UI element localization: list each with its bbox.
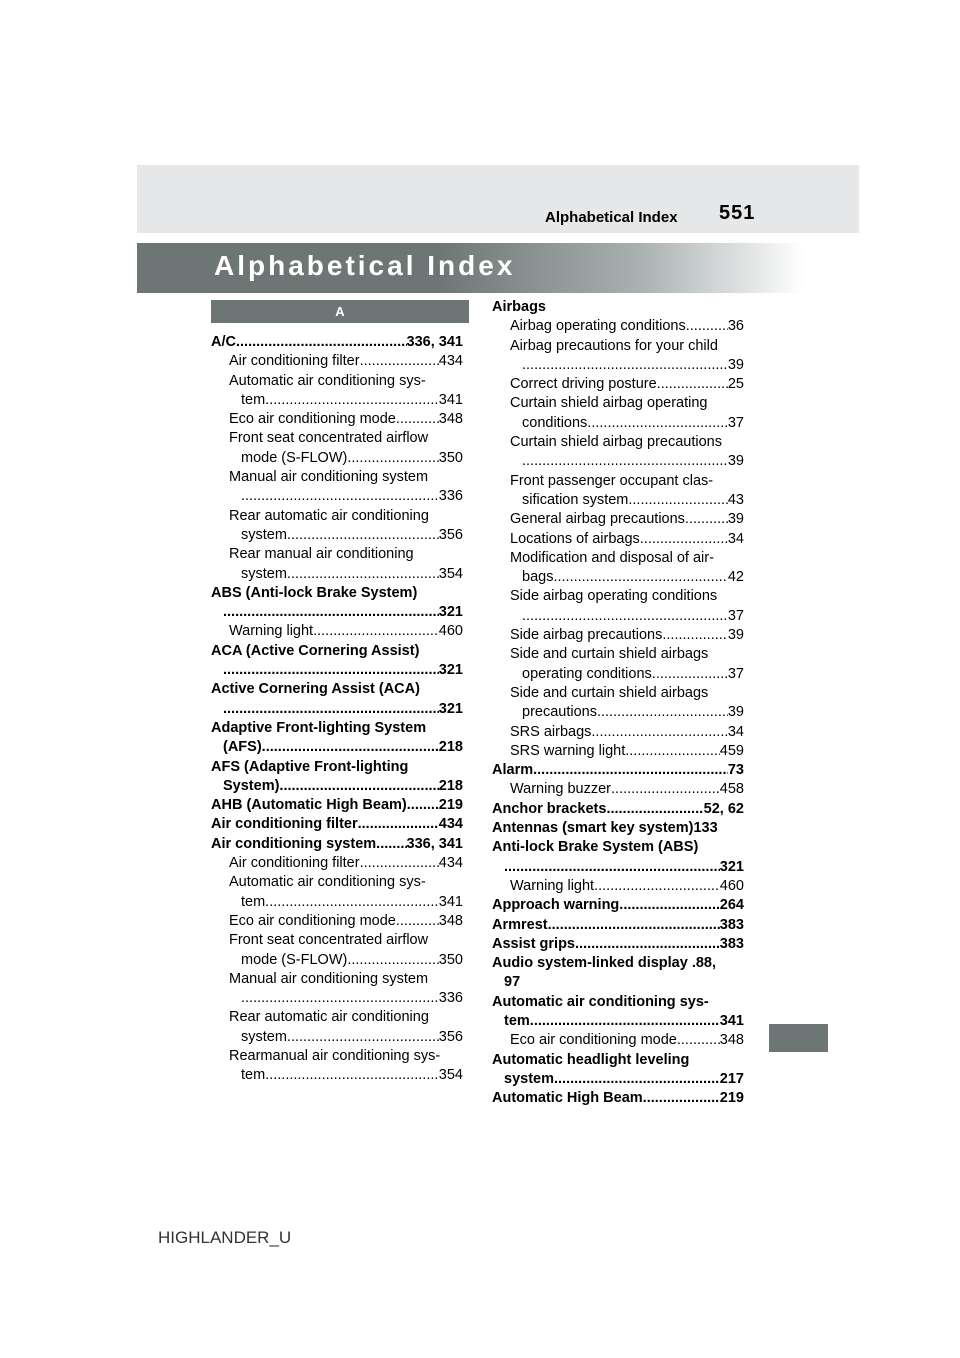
page-ref: 37 bbox=[727, 414, 744, 431]
index-entry bbox=[211, 796, 463, 815]
dot-leader bbox=[287, 526, 439, 545]
dot-leader bbox=[611, 780, 720, 799]
page-ref: 39 bbox=[727, 356, 744, 373]
index-entry bbox=[492, 916, 744, 935]
index-entry bbox=[492, 665, 744, 684]
index-entry: AFS (Adaptive Front-lighting bbox=[211, 758, 409, 775]
index-entry bbox=[492, 1089, 744, 1108]
dot-leader bbox=[360, 854, 439, 873]
page-ref: 383 bbox=[719, 935, 744, 952]
index-entry bbox=[211, 893, 463, 912]
page-ref: 34 bbox=[727, 530, 744, 547]
page-ref: 39 bbox=[727, 453, 744, 470]
entry-text: (AFS) bbox=[223, 739, 262, 756]
index-entry bbox=[211, 487, 463, 506]
entry-text: conditions bbox=[522, 414, 588, 431]
dot-leader bbox=[591, 723, 727, 742]
page-ref: 321 bbox=[438, 700, 463, 717]
footer-model-code: HIGHLANDER_U bbox=[158, 1228, 292, 1247]
entry-text: Side airbag precautions bbox=[510, 627, 663, 644]
entry-text: System) bbox=[223, 777, 280, 794]
index-entry bbox=[492, 723, 744, 742]
index-entry: Airbag precautions for your child bbox=[510, 337, 718, 354]
index-entry bbox=[492, 568, 744, 587]
dot-leader bbox=[548, 916, 720, 935]
entry-text: Airbag operating conditions bbox=[510, 318, 686, 335]
entry-text: bags bbox=[522, 569, 554, 586]
index-entry bbox=[211, 565, 463, 584]
page-number: 551 bbox=[719, 202, 756, 224]
entry-text: tem bbox=[241, 1067, 266, 1084]
index-entry bbox=[492, 1012, 744, 1031]
page-ref: 219 bbox=[719, 1090, 744, 1107]
dot-leader bbox=[396, 410, 439, 429]
index-entry bbox=[211, 352, 463, 371]
index-entry: ACA (Active Cornering Assist) bbox=[211, 642, 420, 659]
index-entry bbox=[492, 626, 744, 645]
dot-leader bbox=[407, 796, 439, 815]
dot-leader bbox=[358, 815, 439, 834]
dot-leader bbox=[652, 665, 728, 684]
index-entry bbox=[492, 935, 744, 954]
index-column-left bbox=[211, 333, 463, 1086]
index-entry bbox=[492, 607, 744, 626]
page-ref: 321 bbox=[438, 604, 463, 621]
index-entry bbox=[211, 1028, 463, 1047]
index-entry: Manual air conditioning system bbox=[229, 970, 429, 987]
dot-leader bbox=[265, 893, 439, 912]
section-letter-bar: A bbox=[211, 300, 469, 323]
page-ref: 460 bbox=[438, 623, 463, 640]
dot-leader bbox=[287, 1028, 439, 1047]
index-entry: Automatic headlight leveling bbox=[492, 1051, 690, 1068]
dot-leader bbox=[265, 1066, 439, 1085]
entry-text: Air conditioning filter bbox=[229, 353, 360, 370]
index-entry: Automatic air conditioning sys- bbox=[229, 372, 426, 389]
index-entry bbox=[211, 738, 463, 757]
entry-text: SRS airbags bbox=[510, 723, 592, 740]
dot-leader bbox=[376, 835, 406, 854]
index-entry: Side and curtain shield airbags bbox=[510, 646, 709, 663]
dot-leader bbox=[522, 452, 728, 471]
dot-leader bbox=[594, 877, 720, 896]
dot-leader bbox=[522, 607, 728, 626]
index-entry bbox=[211, 1066, 463, 1085]
index-entry bbox=[492, 317, 744, 336]
dot-leader bbox=[347, 449, 438, 468]
entry-text: system bbox=[241, 526, 287, 543]
dot-leader bbox=[241, 487, 439, 506]
page-ref: 383 bbox=[719, 916, 744, 933]
index-entry bbox=[492, 356, 744, 375]
entry-text: Eco air conditioning mode bbox=[510, 1032, 677, 1049]
index-entry bbox=[492, 1031, 744, 1050]
page-ref: 218 bbox=[438, 739, 463, 756]
index-entry bbox=[492, 703, 744, 722]
entry-text: Approach warning bbox=[492, 897, 620, 914]
page-title: Alphabetical Index bbox=[214, 250, 516, 281]
entry-text: tem bbox=[504, 1012, 530, 1029]
index-entry bbox=[492, 780, 744, 799]
dot-leader bbox=[640, 530, 728, 549]
dot-leader bbox=[360, 352, 439, 371]
index-entry bbox=[211, 410, 463, 429]
page-ref: 25 bbox=[727, 376, 744, 393]
page-ref: 37 bbox=[727, 607, 744, 624]
page-ref: 341 bbox=[719, 1012, 744, 1029]
entry-text: tem bbox=[241, 391, 266, 408]
entry-text: Warning light bbox=[510, 877, 595, 894]
index-entry bbox=[492, 858, 744, 877]
dot-leader bbox=[262, 738, 439, 757]
dot-leader bbox=[241, 989, 439, 1008]
index-entry: Antennas (smart key system)133 bbox=[492, 820, 718, 837]
entry-text: system bbox=[241, 565, 287, 582]
index-entry bbox=[211, 622, 463, 641]
entry-text: sification system bbox=[522, 491, 629, 508]
index-entry bbox=[492, 491, 744, 510]
index-entry: Adaptive Front-lighting System bbox=[211, 719, 427, 736]
index-entry: Front seat concentrated airflow bbox=[229, 932, 429, 949]
dot-leader bbox=[396, 912, 439, 931]
entry-text: system bbox=[504, 1070, 554, 1087]
index-entry bbox=[492, 510, 744, 529]
dot-leader bbox=[265, 391, 439, 410]
dot-leader bbox=[685, 510, 728, 529]
index-entry: Audio system-linked display .88, bbox=[492, 955, 717, 972]
dot-leader bbox=[628, 491, 727, 510]
dot-leader bbox=[553, 568, 727, 587]
dot-leader bbox=[522, 356, 728, 375]
entry-text: Warning light bbox=[229, 623, 314, 640]
page-ref: 336 bbox=[438, 488, 463, 505]
entry-text: Eco air conditioning mode bbox=[229, 411, 396, 428]
entry-text: Automatic High Beam bbox=[492, 1090, 643, 1107]
index-entry: Curtain shield airbag precautions bbox=[510, 434, 722, 451]
dot-leader bbox=[313, 622, 439, 641]
index-entry bbox=[211, 526, 463, 545]
index-entry: Automatic air conditioning sys- bbox=[492, 993, 709, 1010]
index-entry: Rearmanual air conditioning sys- bbox=[229, 1047, 441, 1064]
page-ref: 434 bbox=[438, 816, 463, 833]
dot-leader bbox=[625, 742, 720, 761]
index-entry bbox=[492, 530, 744, 549]
page-ref: 434 bbox=[438, 353, 463, 370]
index-entry bbox=[211, 815, 463, 834]
index-entry: Anti-lock Brake System (ABS) bbox=[492, 839, 699, 856]
entry-text: Anchor brackets bbox=[492, 800, 607, 817]
index-entry bbox=[211, 333, 463, 352]
entry-text: operating conditions bbox=[522, 665, 652, 682]
dot-leader bbox=[223, 661, 439, 680]
index-entry bbox=[211, 661, 463, 680]
index-entry bbox=[492, 414, 744, 433]
index-entry: Curtain shield airbag operating bbox=[510, 395, 708, 412]
dot-leader bbox=[597, 703, 728, 722]
dot-leader bbox=[606, 800, 703, 819]
entry-text: Locations of airbags bbox=[510, 530, 640, 547]
entry-text: system bbox=[241, 1028, 287, 1045]
page-ref: 43 bbox=[727, 491, 744, 508]
page-ref: 434 bbox=[438, 855, 463, 872]
page-ref: 356 bbox=[438, 1028, 463, 1045]
entry-text: General airbag precautions bbox=[510, 511, 685, 528]
page-ref: 264 bbox=[719, 897, 744, 914]
dot-leader bbox=[554, 1070, 720, 1089]
index-entry: Side airbag operating conditions bbox=[510, 588, 718, 605]
dot-leader bbox=[347, 951, 438, 970]
index-entry: Front passenger occupant clas- bbox=[510, 472, 714, 489]
dot-leader bbox=[504, 858, 720, 877]
index-entry bbox=[211, 951, 463, 970]
entry-text: precautions bbox=[522, 704, 597, 721]
page-ref: 341 bbox=[438, 391, 463, 408]
dot-leader bbox=[279, 777, 438, 796]
index-entry bbox=[492, 742, 744, 761]
index-entry bbox=[211, 700, 463, 719]
dot-leader bbox=[223, 700, 439, 719]
page-ref: 52, 62 bbox=[703, 800, 744, 817]
entry-text: Assist grips bbox=[492, 935, 575, 952]
index-entry: Side and curtain shield airbags bbox=[510, 684, 709, 701]
dot-leader bbox=[677, 1031, 720, 1050]
page-ref: 354 bbox=[438, 1067, 463, 1084]
dot-leader bbox=[287, 565, 439, 584]
dot-leader bbox=[533, 761, 728, 780]
index-entry bbox=[211, 449, 463, 468]
index-entry bbox=[211, 854, 463, 873]
index-entry: Manual air conditioning system bbox=[229, 469, 429, 486]
index-entry bbox=[492, 375, 744, 394]
dot-leader bbox=[662, 626, 728, 645]
index-entry bbox=[492, 452, 744, 471]
entry-text: Eco air conditioning mode bbox=[229, 912, 396, 929]
page-ref: 350 bbox=[438, 951, 463, 968]
index-column-right bbox=[492, 298, 744, 1108]
index-entry bbox=[492, 800, 744, 819]
index-entry: Front seat concentrated airflow bbox=[229, 430, 429, 447]
entry-text: AHB (Automatic High Beam) bbox=[211, 797, 407, 814]
entry-text: Air conditioning system bbox=[211, 835, 377, 852]
page-ref: 348 bbox=[719, 1032, 744, 1049]
index-entry bbox=[492, 896, 744, 915]
entry-text: mode (S-FLOW) bbox=[241, 449, 348, 466]
page-ref: 217 bbox=[719, 1070, 744, 1087]
page-ref: 34 bbox=[727, 723, 744, 740]
index-entry bbox=[492, 877, 744, 896]
entry-text: Alarm bbox=[492, 762, 534, 779]
page-ref: 350 bbox=[438, 449, 463, 466]
page-ref: 73 bbox=[727, 762, 744, 779]
index-entry bbox=[211, 603, 463, 622]
index-entry: ABS (Anti-lock Brake System) bbox=[211, 584, 418, 601]
page-ref: 336, 341 bbox=[406, 835, 463, 852]
dot-leader bbox=[686, 317, 728, 336]
page-ref: 39 bbox=[727, 627, 744, 644]
index-entry bbox=[211, 835, 463, 854]
page-ref: 321 bbox=[719, 858, 744, 875]
dot-leader bbox=[619, 896, 720, 915]
entry-text: Warning buzzer bbox=[510, 781, 612, 798]
index-entry: Airbags bbox=[492, 299, 546, 315]
index-entry: 97 bbox=[504, 974, 521, 991]
entry-text: Air conditioning filter bbox=[229, 855, 360, 872]
dot-leader bbox=[530, 1012, 720, 1031]
page-ref: 348 bbox=[438, 411, 463, 428]
index-entry: Active Cornering Assist (ACA) bbox=[211, 681, 420, 698]
page-ref: 341 bbox=[438, 893, 463, 910]
index-entry bbox=[211, 989, 463, 1008]
page-ref: 459 bbox=[719, 742, 744, 759]
dot-leader bbox=[236, 333, 407, 352]
section-tab bbox=[769, 1024, 828, 1052]
index-entry: Rear manual air conditioning bbox=[229, 546, 414, 563]
index-entry bbox=[492, 1070, 744, 1089]
entry-text: Air conditioning filter bbox=[211, 816, 358, 833]
entry-text: Armrest bbox=[492, 916, 548, 933]
page-ref: 39 bbox=[727, 704, 744, 721]
page-ref: 354 bbox=[438, 565, 463, 582]
page-ref: 458 bbox=[719, 781, 744, 798]
entry-text: Correct driving posture bbox=[510, 376, 657, 393]
index-entry bbox=[211, 391, 463, 410]
page-ref: 336, 341 bbox=[406, 334, 463, 350]
dot-leader bbox=[643, 1089, 720, 1108]
index-entry: Rear automatic air conditioning bbox=[229, 507, 429, 524]
entry-text: tem bbox=[241, 893, 266, 910]
index-entry bbox=[211, 912, 463, 931]
page-ref: 356 bbox=[438, 526, 463, 543]
entry-text: SRS warning light bbox=[510, 742, 626, 759]
page-ref: 37 bbox=[727, 665, 744, 682]
page-ref: 42 bbox=[727, 569, 744, 586]
page-ref: 348 bbox=[438, 912, 463, 929]
dot-leader bbox=[223, 603, 439, 622]
index-entry bbox=[492, 761, 744, 780]
entry-text: A/C bbox=[211, 334, 236, 350]
page-ref: 36 bbox=[727, 318, 744, 335]
index-entry bbox=[211, 777, 463, 796]
page-ref: 321 bbox=[438, 662, 463, 679]
index-entry: Automatic air conditioning sys- bbox=[229, 874, 426, 891]
dot-leader bbox=[575, 935, 720, 954]
page-ref: 39 bbox=[727, 511, 744, 528]
dot-leader bbox=[657, 375, 728, 394]
entry-text: mode (S-FLOW) bbox=[241, 951, 348, 968]
index-entry: Rear automatic air conditioning bbox=[229, 1009, 429, 1026]
page-ref: 336 bbox=[438, 990, 463, 1007]
page-ref: 219 bbox=[438, 797, 463, 814]
page-ref: 218 bbox=[438, 777, 463, 794]
header-section-title: Alphabetical Index bbox=[545, 209, 678, 226]
index-entry: Modification and disposal of air- bbox=[510, 549, 714, 566]
page-ref: 460 bbox=[719, 877, 744, 894]
dot-leader bbox=[587, 414, 728, 433]
